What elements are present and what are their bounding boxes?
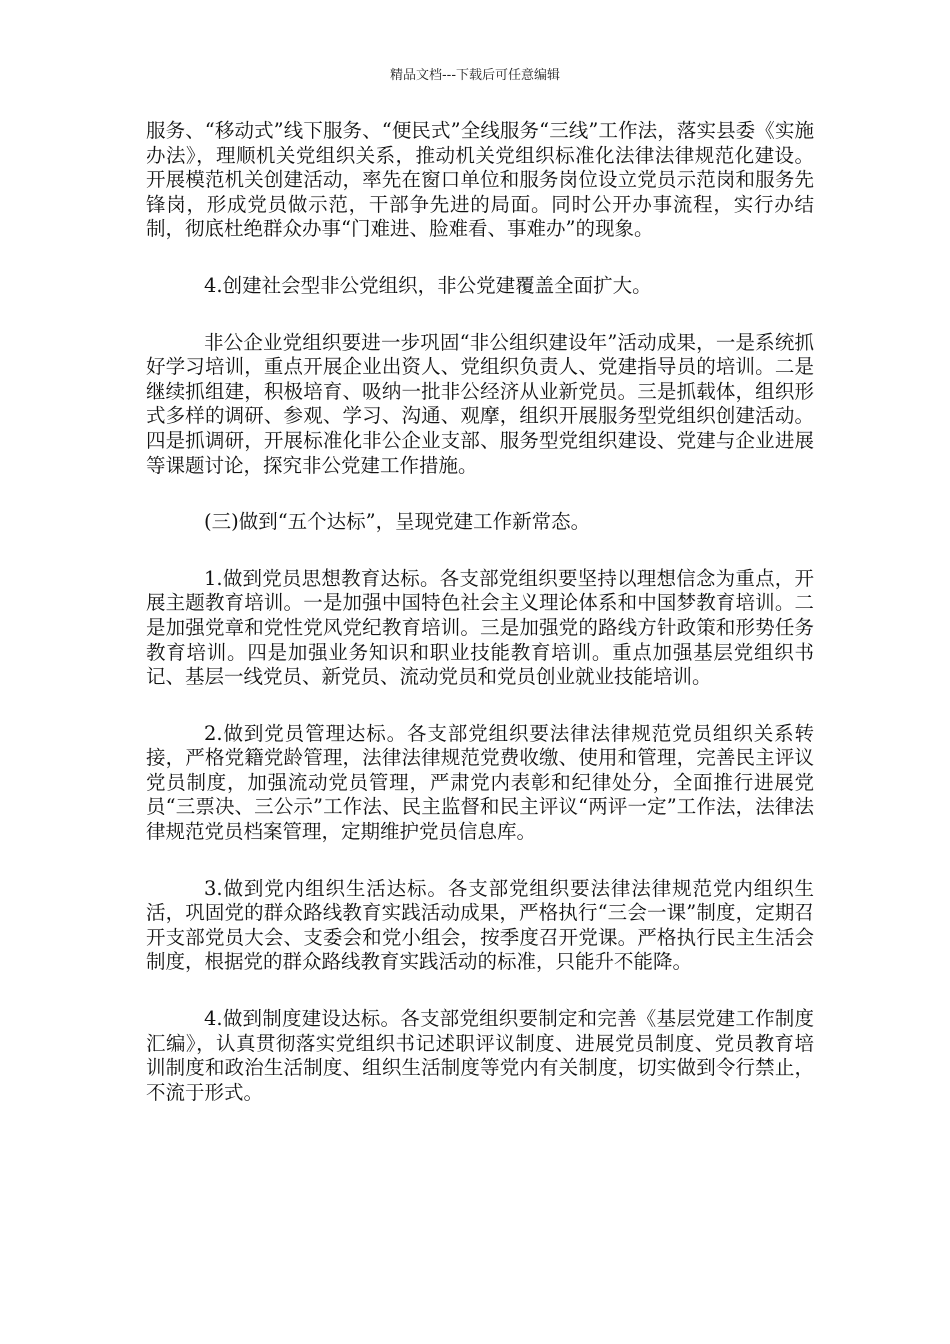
paragraph-item-2: 2.做到党员管理达标。各支部党组织要法律法律规范党员组织关系转接，严格党籍党龄管理，法律法律规范党费收缴、使用和管理，完善民主评议党员制度，加强流动党员管理，严肃党内表彰和纪律处分，全面推行进展党员“三票决、三公示”工作法、民主监督和民主评议“两评一定”工作法，法律法律规范党员档案管理，定期维护党员信息库。 (146, 721, 814, 844)
section-heading-three: (三)做到“五个达标”，呈现党建工作新常态。 (204, 510, 591, 534)
section-heading-4: 4.创建社会型非公党组织，非公党建覆盖全面扩大。 (204, 273, 652, 297)
paragraph-item-3: 3.做到党内组织生活达标。各支部党组织要法律法律规范党内组织生活，巩固党的群众路线教育实践活动成果，严格执行“三会一课”制度，定期召开支部党员大会、支委会和党小组会，按季度召开党课。严格执行民主生活会制度，根据党的群众路线教育实践活动的标准，只能升不能降。 (146, 876, 814, 974)
paragraph-item-1: 1.做到党员思想教育达标。各支部党组织要坚持以理想信念为重点，开展主题教育培训。一是加强中国特色社会主义理论体系和中国梦教育培训。二是加强党章和党性党风党纪教育培训。三是加强党的路线方针政策和形势任务教育培训。四是加强业务知识和职业技能教育培训。重点加强基层党组织书记、基层一线党员、新党员、流动党员和党员创业就业技能培训。 (146, 566, 814, 689)
paragraph-non-public: 非公企业党组织要进一步巩固“非公组织建设年”活动成果，一是系统抓好学习培训，重点开展企业出资人、党组织负责人、党建指导员的培训。二是继续抓组建，积极培育、吸纳一批非公经济从业新党员。三是抓载体，组织形式多样的调研、参观、学习、沟通、观摩，组织开展服务型党组织创建活动。四是抓调研，开展标准化非公企业支部、服务型党组织建设、党建与企业进展等课题讨论，探究非公党建工作措施。 (146, 330, 814, 477)
paragraph-item-4: 4.做到制度建设达标。各支部党组织要制定和完善《基层党建工作制度汇编》，认真贯彻落实党组织书记述职评议制度、进展党员制度、党员教育培训制度和政治生活制度、组织生活制度等党内有关制度，切实做到令行禁止，不流于形式。 (146, 1007, 814, 1104)
document-body (146, 119, 814, 1137)
paragraph-continuation: 服务、“移动式”线下服务、“便民式”全线服务“三线”工作法，落实县委《实施办法》，理顺机关党组织关系，推动机关党组织标准化法律法律规范化建设。开展模范机关创建活动，率先在窗口单位和服务岗位设立党员示范岗和服务先锋岗，形成党员做示范，干部争先进的局面。同时公开办事流程，实行办结制，彻底杜绝群众办事“门难进、脸难看、事难办”的现象。 (146, 119, 814, 241)
page-header: 精品文档---下载后可任意编辑 (389, 68, 561, 83)
